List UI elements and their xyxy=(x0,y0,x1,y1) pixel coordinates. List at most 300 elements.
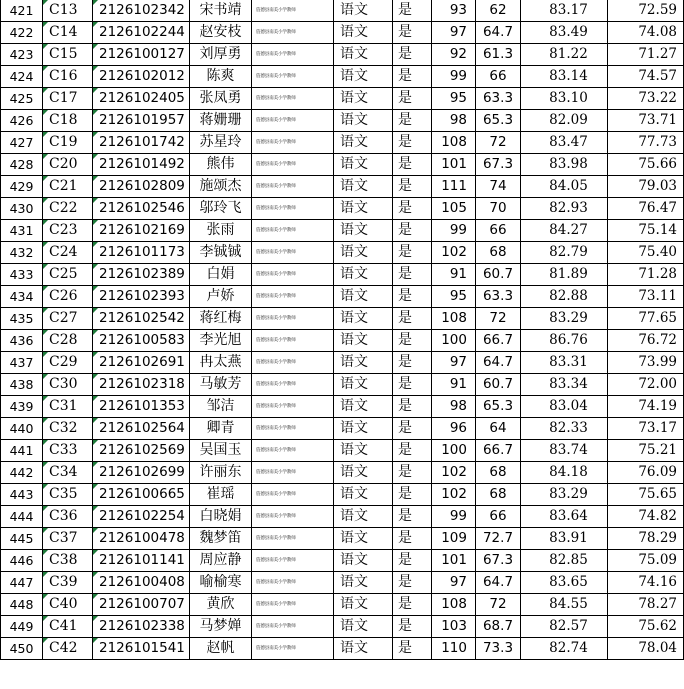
cell-unit[interactable] xyxy=(252,550,334,572)
cell-interview-score[interactable] xyxy=(521,550,608,572)
cell-subject[interactable] xyxy=(334,594,393,616)
cell-unit[interactable] xyxy=(252,572,334,594)
cell-total-score[interactable] xyxy=(608,264,684,286)
cell-interview-score[interactable] xyxy=(521,22,608,44)
cell-subject[interactable] xyxy=(334,220,393,242)
cell-written-score[interactable] xyxy=(476,418,521,440)
cell-written-raw[interactable] xyxy=(432,176,476,198)
cell-interview-score[interactable] xyxy=(521,594,608,616)
cell-exam-code[interactable] xyxy=(43,264,93,286)
cell-qualified[interactable] xyxy=(393,616,432,638)
cell-name[interactable] xyxy=(190,572,252,594)
cell-unit[interactable] xyxy=(252,374,334,396)
cell-ticket-number[interactable] xyxy=(93,22,190,44)
cell-subject[interactable] xyxy=(334,286,393,308)
cell-ticket-number[interactable] xyxy=(93,484,190,506)
cell-qualified[interactable] xyxy=(393,66,432,88)
cell-interview-score[interactable] xyxy=(521,154,608,176)
cell-seq[interactable] xyxy=(1,374,43,396)
cell-exam-code[interactable] xyxy=(43,176,93,198)
cell-total-score[interactable] xyxy=(608,176,684,198)
cell-seq[interactable] xyxy=(1,154,43,176)
cell-qualified[interactable] xyxy=(393,110,432,132)
cell-interview-score[interactable] xyxy=(521,330,608,352)
cell-seq[interactable] xyxy=(1,308,43,330)
cell-subject[interactable] xyxy=(334,0,393,22)
cell-subject[interactable] xyxy=(334,22,393,44)
cell-interview-score[interactable] xyxy=(521,418,608,440)
cell-written-raw[interactable] xyxy=(432,550,476,572)
cell-qualified[interactable] xyxy=(393,374,432,396)
cell-seq[interactable] xyxy=(1,198,43,220)
cell-qualified[interactable] xyxy=(393,594,432,616)
cell-interview-score[interactable] xyxy=(521,462,608,484)
cell-exam-code[interactable] xyxy=(43,286,93,308)
cell-written-raw[interactable] xyxy=(432,66,476,88)
cell-total-score[interactable] xyxy=(608,132,684,154)
cell-name[interactable] xyxy=(190,506,252,528)
cell-ticket-number[interactable] xyxy=(93,440,190,462)
cell-name[interactable] xyxy=(190,132,252,154)
cell-name[interactable] xyxy=(190,44,252,66)
cell-unit[interactable] xyxy=(252,308,334,330)
cell-name[interactable] xyxy=(190,198,252,220)
cell-interview-score[interactable] xyxy=(521,220,608,242)
cell-unit[interactable] xyxy=(252,286,334,308)
cell-exam-code[interactable] xyxy=(43,22,93,44)
cell-seq[interactable] xyxy=(1,484,43,506)
cell-written-score[interactable] xyxy=(476,638,521,660)
cell-exam-code[interactable] xyxy=(43,220,93,242)
cell-total-score[interactable] xyxy=(608,220,684,242)
cell-written-raw[interactable] xyxy=(432,374,476,396)
cell-interview-score[interactable] xyxy=(521,308,608,330)
cell-name[interactable] xyxy=(190,264,252,286)
cell-seq[interactable] xyxy=(1,44,43,66)
cell-name[interactable] xyxy=(190,88,252,110)
cell-seq[interactable] xyxy=(1,616,43,638)
cell-interview-score[interactable] xyxy=(521,132,608,154)
cell-interview-score[interactable] xyxy=(521,396,608,418)
cell-total-score[interactable] xyxy=(608,22,684,44)
cell-qualified[interactable] xyxy=(393,506,432,528)
cell-written-raw[interactable] xyxy=(432,88,476,110)
cell-written-raw[interactable] xyxy=(432,0,476,22)
cell-unit[interactable] xyxy=(252,154,334,176)
cell-name[interactable] xyxy=(190,286,252,308)
cell-qualified[interactable] xyxy=(393,242,432,264)
cell-total-score[interactable] xyxy=(608,330,684,352)
cell-subject[interactable] xyxy=(334,638,393,660)
cell-qualified[interactable] xyxy=(393,638,432,660)
cell-total-score[interactable] xyxy=(608,462,684,484)
cell-written-raw[interactable] xyxy=(432,572,476,594)
cell-ticket-number[interactable] xyxy=(93,506,190,528)
cell-written-raw[interactable] xyxy=(432,484,476,506)
cell-written-raw[interactable] xyxy=(432,418,476,440)
cell-written-raw[interactable] xyxy=(432,352,476,374)
cell-qualified[interactable] xyxy=(393,352,432,374)
cell-seq[interactable] xyxy=(1,418,43,440)
cell-name[interactable] xyxy=(190,374,252,396)
cell-ticket-number[interactable] xyxy=(93,396,190,418)
cell-total-score[interactable] xyxy=(608,286,684,308)
cell-seq[interactable] xyxy=(1,330,43,352)
cell-name[interactable] xyxy=(190,638,252,660)
cell-written-score[interactable] xyxy=(476,110,521,132)
cell-written-score[interactable] xyxy=(476,242,521,264)
cell-written-score[interactable] xyxy=(476,506,521,528)
cell-subject[interactable] xyxy=(334,550,393,572)
cell-written-raw[interactable] xyxy=(432,638,476,660)
cell-name[interactable] xyxy=(190,308,252,330)
cell-unit[interactable] xyxy=(252,418,334,440)
cell-ticket-number[interactable] xyxy=(93,242,190,264)
cell-subject[interactable] xyxy=(334,132,393,154)
cell-interview-score[interactable] xyxy=(521,198,608,220)
cell-subject[interactable] xyxy=(334,374,393,396)
cell-subject[interactable] xyxy=(334,572,393,594)
cell-unit[interactable] xyxy=(252,0,334,22)
cell-written-score[interactable] xyxy=(476,176,521,198)
cell-qualified[interactable] xyxy=(393,176,432,198)
cell-exam-code[interactable] xyxy=(43,154,93,176)
cell-written-score[interactable] xyxy=(476,88,521,110)
cell-written-score[interactable] xyxy=(476,572,521,594)
cell-exam-code[interactable] xyxy=(43,242,93,264)
cell-subject[interactable] xyxy=(334,308,393,330)
cell-seq[interactable] xyxy=(1,0,43,22)
cell-exam-code[interactable] xyxy=(43,528,93,550)
cell-seq[interactable] xyxy=(1,286,43,308)
cell-ticket-number[interactable] xyxy=(93,594,190,616)
cell-exam-code[interactable] xyxy=(43,594,93,616)
cell-seq[interactable] xyxy=(1,66,43,88)
cell-seq[interactable] xyxy=(1,22,43,44)
cell-qualified[interactable] xyxy=(393,440,432,462)
cell-subject[interactable] xyxy=(334,198,393,220)
cell-seq[interactable] xyxy=(1,264,43,286)
cell-seq[interactable] xyxy=(1,440,43,462)
cell-exam-code[interactable] xyxy=(43,308,93,330)
cell-exam-code[interactable] xyxy=(43,110,93,132)
cell-seq[interactable] xyxy=(1,550,43,572)
cell-unit[interactable] xyxy=(252,132,334,154)
cell-unit[interactable] xyxy=(252,330,334,352)
cell-written-score[interactable] xyxy=(476,440,521,462)
cell-name[interactable] xyxy=(190,484,252,506)
cell-name[interactable] xyxy=(190,528,252,550)
cell-name[interactable] xyxy=(190,220,252,242)
cell-subject[interactable] xyxy=(334,110,393,132)
cell-written-raw[interactable] xyxy=(432,308,476,330)
cell-total-score[interactable] xyxy=(608,396,684,418)
cell-written-raw[interactable] xyxy=(432,154,476,176)
cell-ticket-number[interactable] xyxy=(93,330,190,352)
cell-total-score[interactable] xyxy=(608,528,684,550)
cell-seq[interactable] xyxy=(1,528,43,550)
cell-ticket-number[interactable] xyxy=(93,66,190,88)
cell-unit[interactable] xyxy=(252,528,334,550)
cell-written-score[interactable] xyxy=(476,616,521,638)
cell-ticket-number[interactable] xyxy=(93,286,190,308)
cell-ticket-number[interactable] xyxy=(93,550,190,572)
cell-total-score[interactable] xyxy=(608,550,684,572)
cell-qualified[interactable] xyxy=(393,418,432,440)
cell-total-score[interactable] xyxy=(608,506,684,528)
cell-exam-code[interactable] xyxy=(43,132,93,154)
cell-total-score[interactable] xyxy=(608,242,684,264)
cell-written-score[interactable] xyxy=(476,132,521,154)
cell-exam-code[interactable] xyxy=(43,616,93,638)
cell-seq[interactable] xyxy=(1,242,43,264)
cell-ticket-number[interactable] xyxy=(93,110,190,132)
cell-qualified[interactable] xyxy=(393,462,432,484)
cell-written-score[interactable] xyxy=(476,396,521,418)
cell-written-raw[interactable] xyxy=(432,44,476,66)
cell-written-score[interactable] xyxy=(476,352,521,374)
cell-unit[interactable] xyxy=(252,616,334,638)
cell-ticket-number[interactable] xyxy=(93,572,190,594)
cell-qualified[interactable] xyxy=(393,550,432,572)
cell-interview-score[interactable] xyxy=(521,572,608,594)
cell-ticket-number[interactable] xyxy=(93,220,190,242)
cell-written-raw[interactable] xyxy=(432,440,476,462)
cell-name[interactable] xyxy=(190,66,252,88)
cell-unit[interactable] xyxy=(252,176,334,198)
cell-name[interactable] xyxy=(190,462,252,484)
cell-total-score[interactable] xyxy=(608,308,684,330)
cell-total-score[interactable] xyxy=(608,0,684,22)
cell-exam-code[interactable] xyxy=(43,66,93,88)
cell-subject[interactable] xyxy=(334,528,393,550)
cell-name[interactable] xyxy=(190,418,252,440)
cell-written-raw[interactable] xyxy=(432,286,476,308)
cell-unit[interactable] xyxy=(252,88,334,110)
cell-written-raw[interactable] xyxy=(432,330,476,352)
cell-name[interactable] xyxy=(190,616,252,638)
cell-exam-code[interactable] xyxy=(43,572,93,594)
cell-exam-code[interactable] xyxy=(43,462,93,484)
cell-unit[interactable] xyxy=(252,462,334,484)
cell-interview-score[interactable] xyxy=(521,616,608,638)
cell-interview-score[interactable] xyxy=(521,44,608,66)
cell-seq[interactable] xyxy=(1,176,43,198)
cell-subject[interactable] xyxy=(334,66,393,88)
cell-exam-code[interactable] xyxy=(43,374,93,396)
cell-name[interactable] xyxy=(190,154,252,176)
cell-written-score[interactable] xyxy=(476,198,521,220)
cell-total-score[interactable] xyxy=(608,594,684,616)
cell-name[interactable] xyxy=(190,330,252,352)
cell-name[interactable] xyxy=(190,0,252,22)
cell-unit[interactable] xyxy=(252,66,334,88)
cell-written-score[interactable] xyxy=(476,264,521,286)
cell-ticket-number[interactable] xyxy=(93,0,190,22)
cell-seq[interactable] xyxy=(1,594,43,616)
cell-ticket-number[interactable] xyxy=(93,264,190,286)
cell-interview-score[interactable] xyxy=(521,286,608,308)
cell-name[interactable] xyxy=(190,110,252,132)
cell-written-raw[interactable] xyxy=(432,462,476,484)
cell-unit[interactable] xyxy=(252,110,334,132)
cell-written-score[interactable] xyxy=(476,44,521,66)
cell-subject[interactable] xyxy=(334,418,393,440)
cell-exam-code[interactable] xyxy=(43,352,93,374)
cell-ticket-number[interactable] xyxy=(93,154,190,176)
cell-written-raw[interactable] xyxy=(432,264,476,286)
cell-written-score[interactable] xyxy=(476,374,521,396)
cell-name[interactable] xyxy=(190,440,252,462)
cell-name[interactable] xyxy=(190,594,252,616)
cell-total-score[interactable] xyxy=(608,66,684,88)
cell-unit[interactable] xyxy=(252,506,334,528)
cell-name[interactable] xyxy=(190,396,252,418)
cell-interview-score[interactable] xyxy=(521,110,608,132)
cell-written-score[interactable] xyxy=(476,528,521,550)
cell-exam-code[interactable] xyxy=(43,396,93,418)
cell-subject[interactable] xyxy=(334,88,393,110)
cell-qualified[interactable] xyxy=(393,0,432,22)
cell-total-score[interactable] xyxy=(608,198,684,220)
cell-ticket-number[interactable] xyxy=(93,308,190,330)
cell-seq[interactable] xyxy=(1,110,43,132)
cell-ticket-number[interactable] xyxy=(93,462,190,484)
cell-qualified[interactable] xyxy=(393,572,432,594)
cell-exam-code[interactable] xyxy=(43,440,93,462)
cell-subject[interactable] xyxy=(334,176,393,198)
cell-unit[interactable] xyxy=(252,242,334,264)
cell-ticket-number[interactable] xyxy=(93,88,190,110)
cell-unit[interactable] xyxy=(252,594,334,616)
cell-subject[interactable] xyxy=(334,484,393,506)
cell-written-score[interactable] xyxy=(476,22,521,44)
cell-qualified[interactable] xyxy=(393,22,432,44)
cell-written-raw[interactable] xyxy=(432,220,476,242)
cell-subject[interactable] xyxy=(334,154,393,176)
cell-written-score[interactable] xyxy=(476,484,521,506)
cell-written-raw[interactable] xyxy=(432,594,476,616)
cell-interview-score[interactable] xyxy=(521,638,608,660)
cell-ticket-number[interactable] xyxy=(93,638,190,660)
cell-qualified[interactable] xyxy=(393,264,432,286)
cell-interview-score[interactable] xyxy=(521,528,608,550)
cell-written-raw[interactable] xyxy=(432,132,476,154)
cell-total-score[interactable] xyxy=(608,352,684,374)
cell-written-score[interactable] xyxy=(476,0,521,22)
cell-written-score[interactable] xyxy=(476,154,521,176)
cell-unit[interactable] xyxy=(252,220,334,242)
cell-total-score[interactable] xyxy=(608,572,684,594)
cell-unit[interactable] xyxy=(252,396,334,418)
cell-interview-score[interactable] xyxy=(521,242,608,264)
cell-ticket-number[interactable] xyxy=(93,198,190,220)
cell-interview-score[interactable] xyxy=(521,88,608,110)
cell-total-score[interactable] xyxy=(608,110,684,132)
cell-subject[interactable] xyxy=(334,462,393,484)
cell-unit[interactable] xyxy=(252,352,334,374)
cell-subject[interactable] xyxy=(334,264,393,286)
cell-ticket-number[interactable] xyxy=(93,352,190,374)
cell-total-score[interactable] xyxy=(608,484,684,506)
cell-written-score[interactable] xyxy=(476,308,521,330)
cell-qualified[interactable] xyxy=(393,220,432,242)
cell-exam-code[interactable] xyxy=(43,330,93,352)
cell-subject[interactable] xyxy=(334,440,393,462)
cell-exam-code[interactable] xyxy=(43,198,93,220)
cell-interview-score[interactable] xyxy=(521,264,608,286)
cell-exam-code[interactable] xyxy=(43,418,93,440)
cell-subject[interactable] xyxy=(334,352,393,374)
cell-interview-score[interactable] xyxy=(521,484,608,506)
cell-subject[interactable] xyxy=(334,396,393,418)
cell-ticket-number[interactable] xyxy=(93,132,190,154)
cell-total-score[interactable] xyxy=(608,616,684,638)
cell-total-score[interactable] xyxy=(608,418,684,440)
cell-written-raw[interactable] xyxy=(432,110,476,132)
cell-qualified[interactable] xyxy=(393,44,432,66)
cell-seq[interactable] xyxy=(1,506,43,528)
cell-total-score[interactable] xyxy=(608,44,684,66)
cell-qualified[interactable] xyxy=(393,154,432,176)
cell-seq[interactable] xyxy=(1,132,43,154)
cell-exam-code[interactable] xyxy=(43,550,93,572)
cell-interview-score[interactable] xyxy=(521,374,608,396)
cell-qualified[interactable] xyxy=(393,528,432,550)
cell-written-score[interactable] xyxy=(476,462,521,484)
cell-qualified[interactable] xyxy=(393,396,432,418)
cell-written-raw[interactable] xyxy=(432,242,476,264)
cell-written-raw[interactable] xyxy=(432,396,476,418)
cell-subject[interactable] xyxy=(334,506,393,528)
cell-written-raw[interactable] xyxy=(432,22,476,44)
cell-exam-code[interactable] xyxy=(43,88,93,110)
cell-seq[interactable] xyxy=(1,638,43,660)
cell-written-score[interactable] xyxy=(476,220,521,242)
cell-seq[interactable] xyxy=(1,220,43,242)
cell-written-score[interactable] xyxy=(476,330,521,352)
cell-qualified[interactable] xyxy=(393,198,432,220)
cell-ticket-number[interactable] xyxy=(93,418,190,440)
cell-written-raw[interactable] xyxy=(432,528,476,550)
cell-exam-code[interactable] xyxy=(43,0,93,22)
cell-total-score[interactable] xyxy=(608,638,684,660)
cell-ticket-number[interactable] xyxy=(93,616,190,638)
cell-interview-score[interactable] xyxy=(521,352,608,374)
cell-interview-score[interactable] xyxy=(521,66,608,88)
cell-interview-score[interactable] xyxy=(521,440,608,462)
cell-seq[interactable] xyxy=(1,352,43,374)
cell-written-score[interactable] xyxy=(476,594,521,616)
cell-name[interactable] xyxy=(190,176,252,198)
cell-ticket-number[interactable] xyxy=(93,44,190,66)
cell-qualified[interactable] xyxy=(393,308,432,330)
cell-subject[interactable] xyxy=(334,242,393,264)
cell-exam-code[interactable] xyxy=(43,44,93,66)
cell-unit[interactable] xyxy=(252,638,334,660)
cell-seq[interactable] xyxy=(1,396,43,418)
cell-name[interactable] xyxy=(190,352,252,374)
cell-written-raw[interactable] xyxy=(432,506,476,528)
cell-unit[interactable] xyxy=(252,198,334,220)
cell-subject[interactable] xyxy=(334,616,393,638)
cell-seq[interactable] xyxy=(1,572,43,594)
cell-seq[interactable] xyxy=(1,88,43,110)
cell-written-score[interactable] xyxy=(476,550,521,572)
cell-ticket-number[interactable] xyxy=(93,528,190,550)
cell-subject[interactable] xyxy=(334,330,393,352)
cell-exam-code[interactable] xyxy=(43,638,93,660)
